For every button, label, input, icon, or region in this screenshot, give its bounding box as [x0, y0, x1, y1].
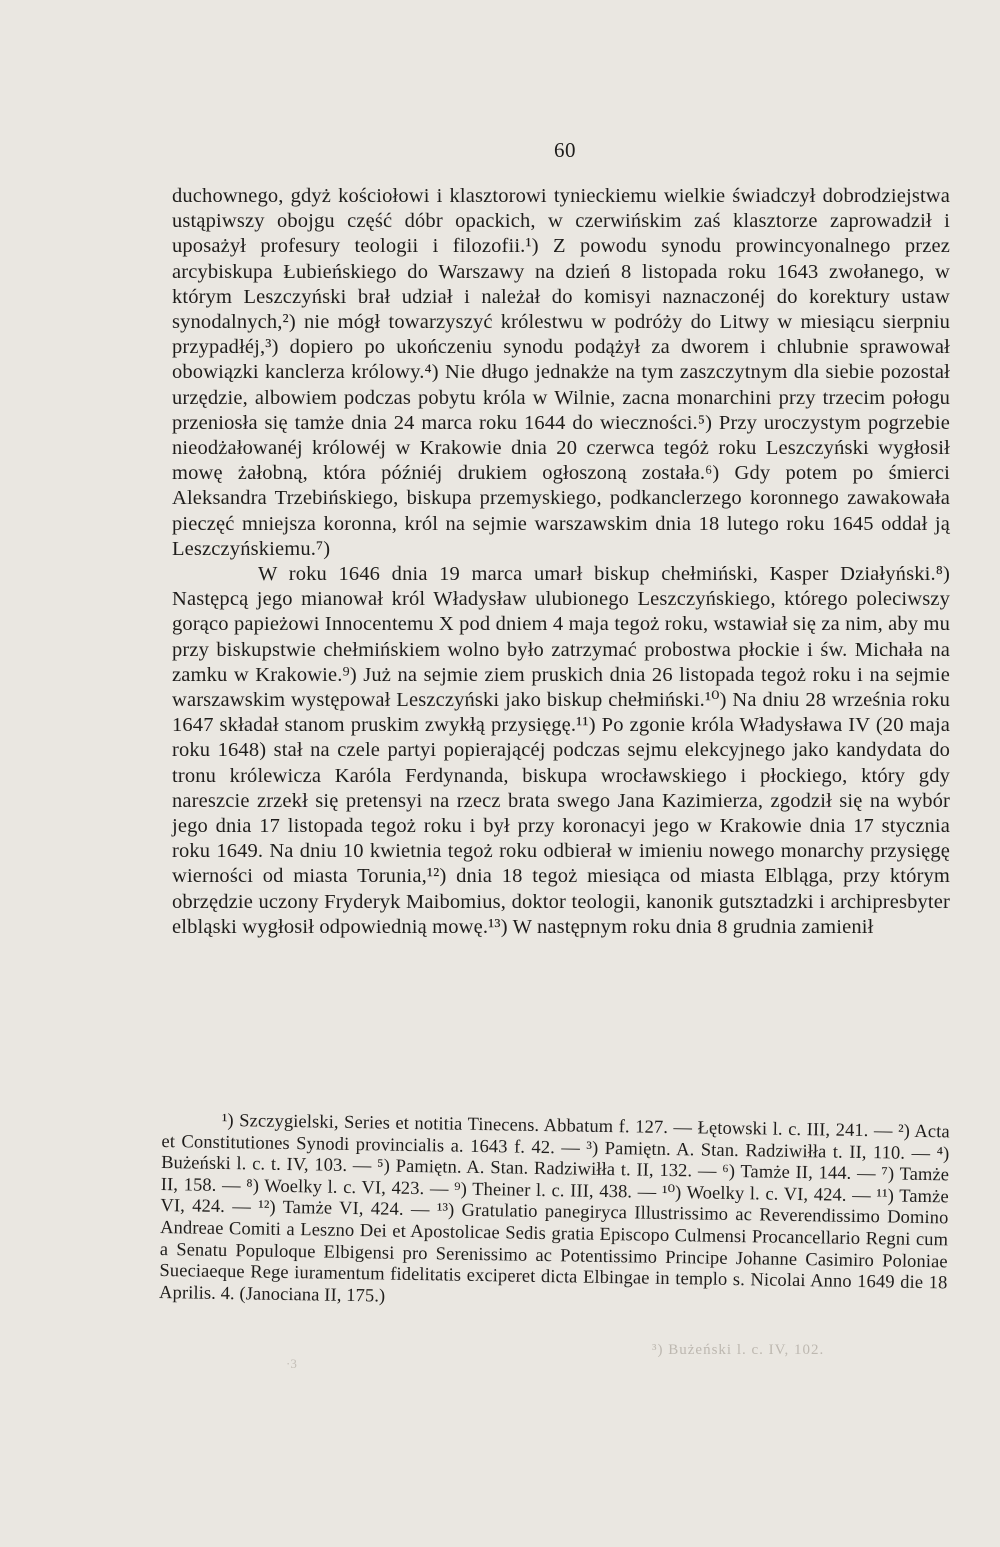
footnotes: [159, 1110, 950, 1317]
bleed-through-text: ³) Bużeński l. c. IV, 102.: [652, 1342, 825, 1358]
paragraph: duchownego, gdyż kościołowi i klasztorowi tynieckiemu wielkie świadczył dobrodziejstwa ustąpiwszy obojgu część dóbr opackich, w czerwińskim zaś klasztorze zaprowadził i uposażył profesury teologii i filozofii.¹) Z powodu synodu prowincyonalnego przez arcybiskupa Łubieńskiego do Warszawy na dzień 8 listopada roku 1643 zwołanego, w którym Leszczyński brał udział i należał do komisyi naznaczonéj do korektury ustaw synodalnych,²) nie mógł towarzyszyć królestwu w podróży do Litwy w miesiącu sierpniu przypadłéj,³) dopiero po ukończeniu synodu podążył za dworem i chlubnie sprawował obowiązki kanclerza królowy.⁴) Nie długo jednakże na tym zaszczytnym dla siebie pozostał urzędzie, albowiem podczas pobytu króla w Wilnie, zacna monarchini przy trzecim połogu przeniosła się tamże dnia 24 marca roku 1644 do wieczności.⁵) Przy uroczystym pogrzebie nieodżałowanéj królowéj w Krakowie dnia 20 czerwca tegóż roku Leszczyński wygłosił mowę żałobną, która późniéj drukiem ogłoszoną została.⁶) Gdy potem po śmierci Aleksandra Trzebińskiego, biskupa przemyskiego, podkanclerzego koronnego zawakowała pieczęć mniejsza koronna, król na sejmie warszawskim dnia 18 lutego roku 1645 oddał ją Leszczyńskiemu.⁷): [172, 185, 950, 560]
stray-mark: ·3: [286, 1356, 297, 1371]
page-number: 60: [554, 138, 576, 162]
main-text: [172, 184, 950, 940]
footnote-text: ¹) Szczygielski, Series et notitia Tinecens. Abbatum f. 127. — Łętowski l. c. III, 241. — ²) Acta et Constitutiones Synodi provincialis a. 1643 f. 42. — ³) Pamiętn. A. Stan. Radziwiłła t. II, 110. — ⁴) Bużeński l. c. t. IV, 103. — ⁵) Pamiętn. A. Stan. Radziwiłła t. II, 132. — ⁶) Tamże II, 144. — ⁷) Tamże II, 158. — ⁸) Woelky l. c. VI, 423. — ⁹) Theiner l. c. III, 438. — ¹⁰) Woelky l. c. VI, 424. — ¹¹) Tamże VI, 424. — ¹²) Tamże VI, 424. — ¹³) Gratulatio panegiryca Illustrissimo ac Reverendissimo Domino Andreae Comiti a Leszno Dei et Apostolicae Sedis gratia Episcopo Culmensi Procancellario Regni cum a Senatu Populoque Elbigensi pro Serenissimo ac Potentissimo Principe Johanne Casimiro Poloniae Sueciaeque Rege iuramentum fidelitatis exciperet dicta Elbingae in templo s. Nicolai Anno 1649 die 18 Aprilis. 4. (Janociana II, 175.): [158, 1110, 950, 1307]
paragraph: W roku 1646 dnia 19 marca umarł biskup chełmiński, Kasper Działyński.⁸) Następcą jego mianował król Władysław ulubionego Leszczyńskiego, którego poleciwszy gorąco papieżowi Innocentemu X pod dniem 4 maja tegoż roku, wstawiał się za nim, aby mu przy biskupstwie chełmińskiem wolno było zatrzymać probostwa płockie i św. Michała na zamku w Krakowie.⁹) Już na sejmie ziem pruskich dnia 26 listopada tegoż roku i na sejmie warszawskim występował Leszczyński jako biskup chełmiński.¹⁰) Na dniu 28 września roku 1647 składał stanom pruskim zwykłą przysięgę.¹¹) Po zgonie króla Władysława IV (20 maja roku 1648) stał na czele partyi popierającéj podczas sejmu elekcyjnego jako kandydata do tronu królewicza Karóla Ferdynanda, biskupa wrocławskiego i płockiego, który gdy nareszcie zrzekł się pretensyi na rzecz brata swego Jana Kazimierza, zgodził się na wybór jego dnia 17 listopada tegoż roku i był przy koronacyi jego w Krakowie dnia 17 stycznia roku 1649. Na dniu 10 kwietnia tegoż roku odbierał w imieniu nowego monarchy przysięgę wierności od miasta Torunia,¹²) dnia 18 tegoż miesiąca od miasta Elbląga, przy którym obrzędzie uczony Fryderyk Maibomius, doktor teologii, kanonik gutsztadzki i archipresbyter elbląski wygłosił odpowiednią mowę.¹³) W następnym roku dnia 8 grudnia zamienił: [172, 563, 950, 938]
